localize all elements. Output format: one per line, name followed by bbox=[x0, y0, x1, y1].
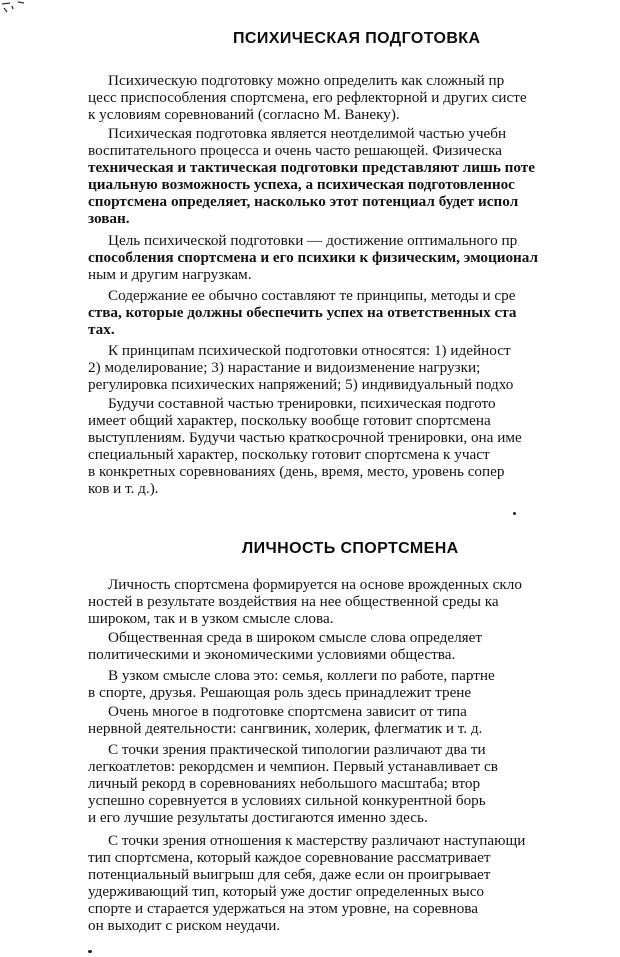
paragraph-line: Общественная среда в широком смысле слова определяет bbox=[108, 629, 483, 646]
paragraph-line: легкоатлетов: рекордсмен и чемпион. Первый устанавливает св bbox=[88, 758, 498, 775]
paragraph-line: Психическую подготовку можно определить как сложный пр bbox=[108, 72, 505, 89]
paragraph-line: спортсмена определяет, насколько этот потенциал будет испол bbox=[88, 193, 519, 210]
paragraph-line: С точки зрения практической типологии различают два ти bbox=[108, 741, 486, 758]
paragraph-line: нервной деятельности: сангвиник, холерик, флегматик и т. д. bbox=[88, 720, 483, 737]
paragraph-line: В узком смысле слова это: семья, коллеги по работе, партне bbox=[108, 667, 495, 684]
paragraph-line: циальную возможность успеха, а психическая подготовленнос bbox=[88, 176, 515, 193]
section-title-athlete-personality: ЛИЧНОСТЬ СПОРТСМЕНА bbox=[242, 540, 459, 557]
paragraph-line: Будучи составной частью тренировки, психическая подгото bbox=[108, 395, 496, 412]
paragraph-line: ностей в результате воздействия на нее общественной среды ка bbox=[88, 593, 499, 610]
paragraph-line: регулировка психических напряжений; 5) индивидуальный подхо bbox=[88, 376, 514, 393]
scan-speck bbox=[88, 950, 92, 953]
paragraph-line: специальный характер, поскольку готовит спортсмена к участ bbox=[88, 446, 490, 463]
paragraph-line: личный рекорд в соревнованиях небольшого масштаба; втор bbox=[88, 775, 481, 792]
paragraph-line: К принципам психической подготовки относятся: 1) идейност bbox=[108, 342, 511, 359]
paragraph-line: ным и другим нагрузкам. bbox=[88, 266, 252, 283]
paragraph-line: к условиям соревнований (согласно М. Ванеку). bbox=[88, 106, 400, 123]
paragraph-line: тах. bbox=[88, 321, 115, 338]
paragraph-line: и его лучшие результаты достигаются именно здесь. bbox=[88, 809, 428, 826]
paragraph-line: удерживающий тип, который уже достиг определенных высо bbox=[88, 883, 485, 900]
paragraph-line: политическими и экономическими условиями общества. bbox=[88, 646, 456, 663]
paragraph-line: широком, так и в узком смысле слова. bbox=[88, 610, 334, 627]
paragraph-line: Содержание ее обычно составляют те принципы, методы и сре bbox=[108, 287, 516, 304]
paragraph-line: С точки зрения отношения к мастерству различают наступающи bbox=[108, 832, 526, 849]
scan-speck bbox=[513, 512, 516, 515]
paragraph-line: имеет общий характер, поскольку вообще готовит спортсмена bbox=[88, 412, 491, 429]
paragraph-line: в конкретных соревнованиях (день, время, место, уровень сопер bbox=[88, 463, 505, 480]
paragraph-line: потенциальный выигрыш для себя, даже если он проигрывает bbox=[88, 866, 491, 883]
paragraph-line: успешно соревнуется в условиях сильной конкурентной борь bbox=[88, 792, 486, 809]
paragraph-line: 2) моделирование; 3) нарастание и видоизменение нагрузки; bbox=[88, 359, 481, 376]
paragraph-line: ства, которые должны обеспечить успех на ответственных ста bbox=[88, 304, 517, 321]
scan-artifact-mark bbox=[0, 0, 26, 16]
paragraph-line: воспитательного процесса и очень часто решающей. Физическа bbox=[88, 142, 503, 159]
paragraph-line: ков и т. д.). bbox=[88, 480, 159, 497]
paragraph-line: тип спортсмена, который каждое соревнование рассматривает bbox=[88, 849, 491, 866]
paragraph-line: цесс приспособления спортсмена, его рефлекторной и других систе bbox=[88, 89, 527, 106]
paragraph-line: спорте и старается удержаться на этом уровне, на соревнова bbox=[88, 900, 478, 917]
paragraph-line: выступлениям. Будучи частью краткосрочной тренировки, она име bbox=[88, 429, 522, 446]
paragraph-line: он выходит с риском неудачи. bbox=[88, 917, 281, 934]
paragraph-line: Очень многое в подготовке спортсмена зависит от типа bbox=[108, 703, 467, 720]
paragraph-line: Психическая подготовка является неотделимой частью учебн bbox=[108, 125, 507, 142]
paragraph-line: Личность спортсмена формируется на основе врожденных скло bbox=[108, 576, 522, 593]
paragraph-line: зован. bbox=[88, 210, 130, 227]
section-title-psychological-preparation: ПСИХИЧЕСКАЯ ПОДГОТОВКА bbox=[233, 30, 481, 47]
paragraph-line: Цель психической подготовки — достижение оптимального пр bbox=[108, 232, 518, 249]
paragraph-line: техническая и тактическая подготовки представляют лишь поте bbox=[88, 159, 536, 176]
paragraph-line: способления спортсмена и его психики к физическим, эмоционал bbox=[88, 249, 539, 266]
paragraph-line: в спорте, друзья. Решающая роль здесь принадлежит трене bbox=[88, 684, 472, 701]
